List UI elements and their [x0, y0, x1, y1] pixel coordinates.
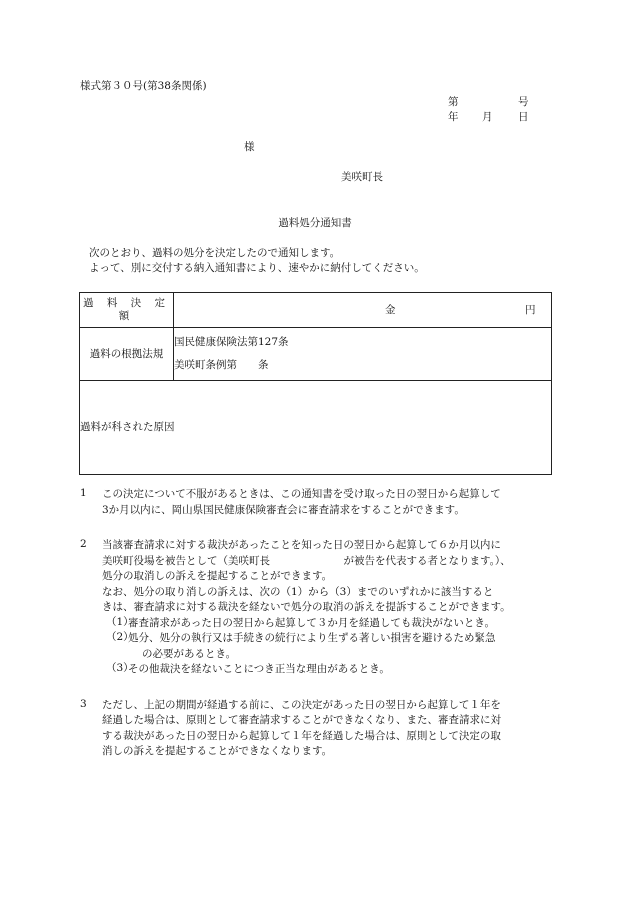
- penalty-info-table: [79, 292, 552, 475]
- reason-label: 過料が科された原因: [80, 421, 175, 434]
- note-2-sub-3-text: その他裁決を経ないことにつき正当な理由があるとき。: [128, 663, 390, 675]
- intro-line-1: 次のとおり、過料の処分を決定したので通知します。: [89, 247, 341, 259]
- amount-unit: 円: [525, 304, 536, 316]
- day-label: 日: [518, 111, 529, 123]
- note-1-line-2: 3か月以内に、岡山県国民健康保険審査会に審査請求をすることができます。: [102, 503, 465, 516]
- note-2: [80, 538, 555, 678]
- law-line-1: 国民健康保険法第127条: [174, 336, 289, 348]
- note-2-sub-1: [102, 616, 555, 632]
- number-suffix: 号: [518, 96, 529, 108]
- notes-section: [80, 487, 555, 780]
- note-2-sub-1-number: （1）: [106, 615, 134, 628]
- reason-row: [80, 381, 552, 475]
- amount-cell: [174, 293, 552, 328]
- note-1: [80, 487, 555, 518]
- number-label: 第: [448, 96, 459, 108]
- note-2-line-4: なお、処分の取り消しの訴えは、次の（1）から（3）までのいずれかに該当すると: [102, 585, 494, 598]
- note-2-sub-3: [102, 662, 555, 678]
- note-2-sub-3-number: （3）: [106, 662, 134, 674]
- note-3-line-1: ただし、上記の期間が経過する前に、この決定があった日の翌日から起算して１年を: [102, 698, 501, 711]
- note-1-line-1: この決定について不服があるときは、この通知書を受け取った日の翌日から起算して: [102, 488, 501, 500]
- amount-prefix: 金: [385, 304, 396, 316]
- reason-cell: [80, 381, 552, 475]
- note-3: [80, 698, 555, 760]
- note-2-line-3: 処分の取消しの訴えを提起することができます。: [102, 570, 333, 582]
- addressee-suffix: 様: [244, 141, 255, 153]
- month-label: 月: [482, 111, 493, 123]
- year-label: 年: [448, 111, 459, 123]
- note-2-line-5: きは、審査請求に対する裁決を経ないで処分の取消の訴えを提訴することができます。: [102, 601, 511, 613]
- amount-label: 過 料 決 定 額: [80, 293, 174, 328]
- note-2-sub-2: [102, 631, 555, 662]
- form-number: 様式第３０号(第38条関係): [80, 80, 207, 92]
- note-2-sub-2-number: （2）: [106, 631, 134, 643]
- note-2-line-1: 当該審査請求に対する裁決があったことを知った日の翌日から起算して６か月以内に: [102, 539, 501, 551]
- note-2-sub-1-text: 審査請求があった日の翌日から起算して３か月を経過しても裁決がないとき。: [128, 616, 495, 629]
- law-row: [80, 328, 552, 381]
- law-label: 過料の根拠法規: [80, 328, 174, 381]
- law-cell: [174, 328, 552, 381]
- issuer: 美咲町長: [341, 171, 383, 183]
- note-3-line-3: する裁決があった日の翌日から起算して１年を経過した場合は、原則として決定の取: [102, 729, 501, 742]
- law-line-2: 美咲町条例第 条: [174, 359, 269, 371]
- note-2-line-2: 美咲町役場を被告として（美咲町長 が被告を代表する者となります。）、: [102, 554, 511, 567]
- document-title: 過料処分通知書: [278, 217, 352, 229]
- note-3-line-4: 消しの訴えを提起することができなくなります。: [102, 745, 333, 757]
- note-2-number: 2: [80, 538, 87, 550]
- note-2-sub-2-line-1: 処分、処分の執行又は手続きの続行により生ずる著しい損害を避けるため緊急: [128, 632, 496, 644]
- note-2-sub-2-line-2: の必要があるとき。: [142, 647, 237, 660]
- note-3-number: 3: [80, 697, 87, 710]
- intro-line-2: よって、別に交付する納入通知書により、速やかに納付してください。: [89, 262, 425, 274]
- amount-row: [80, 293, 552, 328]
- note-1-number: 1: [80, 487, 87, 499]
- note-3-line-2: 経過した場合は、原則として審査請求することができなくなり、また、審査請求に対: [102, 714, 501, 726]
